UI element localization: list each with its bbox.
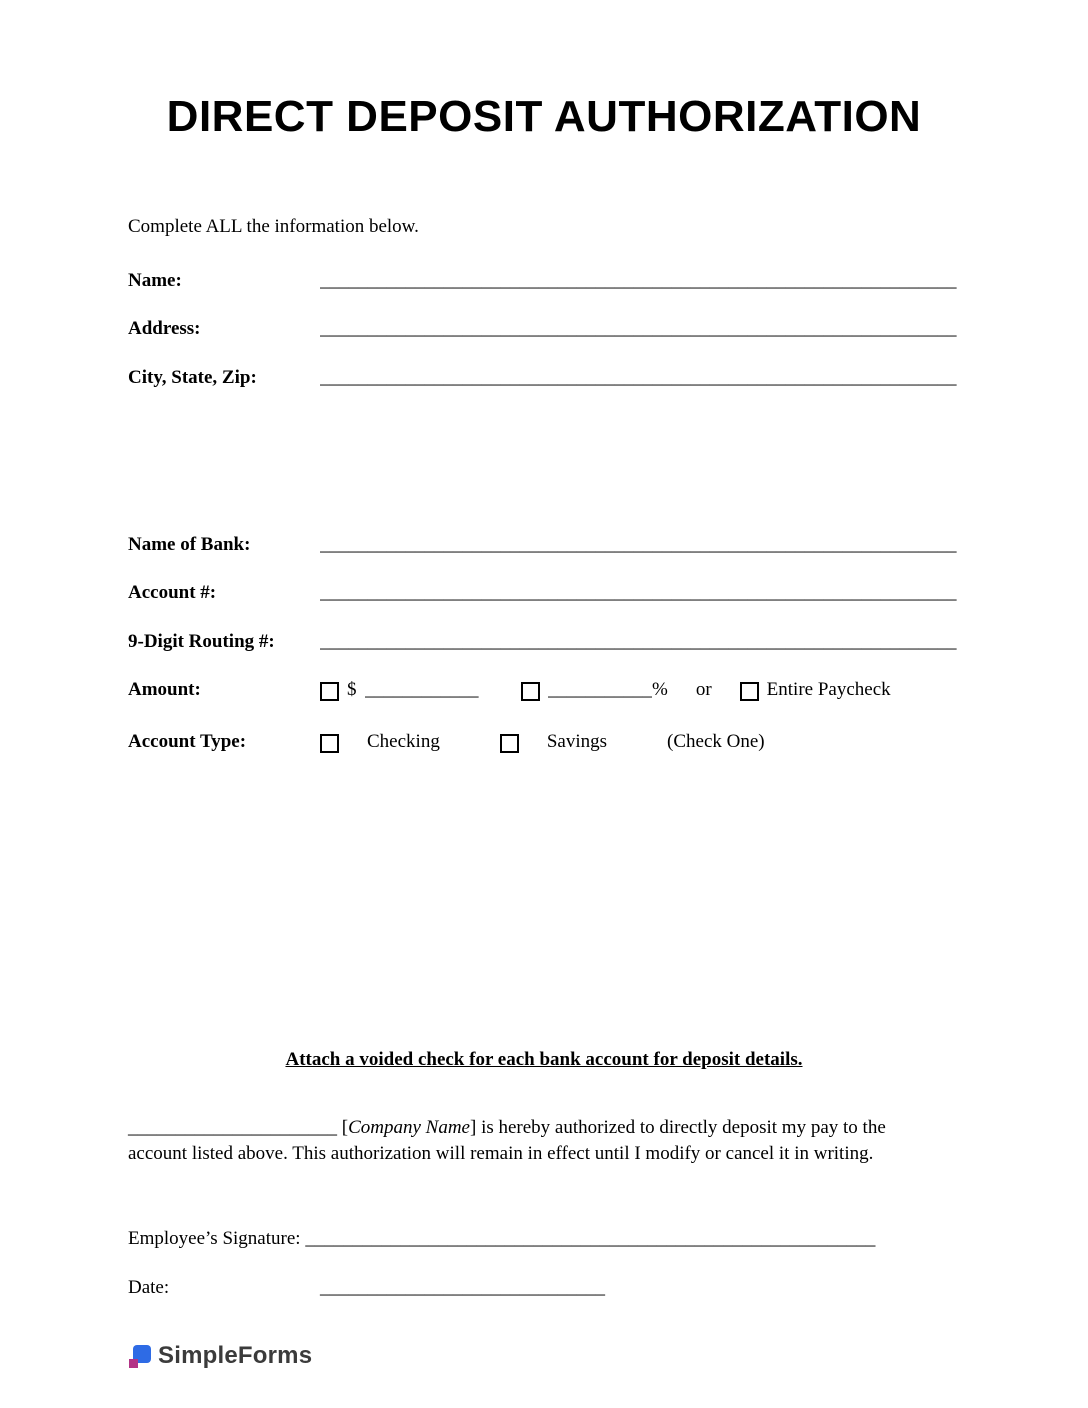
field-label-city-state-zip: City, State, Zip: xyxy=(128,367,257,388)
logo-magenta-square xyxy=(129,1359,138,1368)
address-input-line[interactable]: ___________________________________________________________________ xyxy=(320,318,957,339)
authorization-text: is hereby authorized to directly deposit my pay to the account listed above. This authorization will remain in effect until I modify or cancel it in writing. xyxy=(128,1117,886,1164)
amount-percent-suffix: % xyxy=(652,679,668,700)
signature-input-line[interactable]: ____________________________________________________________ xyxy=(305,1228,876,1249)
bank-name-input-line[interactable]: ___________________________________________________________________ xyxy=(320,534,957,555)
date-label: Date: xyxy=(128,1277,170,1298)
account-type-options xyxy=(320,731,765,753)
attach-voided-check-note: Attach a voided check for each bank account for deposit details. xyxy=(285,1049,803,1070)
amount-entire-paycheck-label: Entire Paycheck xyxy=(766,679,891,700)
amount-percent-checkbox[interactable] xyxy=(521,682,540,701)
bracket-close: ] xyxy=(469,1117,482,1138)
account-type-checking-checkbox[interactable] xyxy=(320,734,339,753)
field-label-amount: Amount: xyxy=(128,679,201,700)
field-label-address: Address: xyxy=(128,318,201,339)
field-row-bank-name xyxy=(128,534,968,556)
simpleforms-logo-icon xyxy=(128,1345,151,1368)
signature-row xyxy=(128,1228,875,1250)
field-row-city-state-zip xyxy=(128,367,968,389)
routing-number-input-line[interactable]: ___________________________________________________________________ xyxy=(320,631,957,652)
amount-options xyxy=(320,679,891,701)
field-row-address xyxy=(128,318,968,340)
amount-or-text: or xyxy=(695,679,712,700)
authorization-paragraph xyxy=(128,1115,940,1167)
account-type-check-one-hint: (Check One) xyxy=(667,731,765,752)
field-row-account-type xyxy=(128,731,968,753)
name-input-line[interactable]: ___________________________________________________________________ xyxy=(320,270,957,291)
intro-text: Complete ALL the information below. xyxy=(128,216,419,237)
field-label-name: Name: xyxy=(128,270,182,291)
simpleforms-brand-text: SimpleForms xyxy=(158,1342,313,1369)
field-row-amount xyxy=(128,679,968,701)
field-label-routing-number: 9-Digit Routing #: xyxy=(128,631,275,652)
company-name-placeholder: Company Name xyxy=(348,1117,470,1138)
company-name-input-line[interactable]: ______________________ xyxy=(128,1117,337,1138)
amount-percent-input-line[interactable]: ___________ xyxy=(547,679,652,700)
bracket-open: [ xyxy=(337,1117,349,1138)
field-label-account-type: Account Type: xyxy=(128,731,247,752)
field-label-account-number: Account #: xyxy=(128,582,217,603)
field-row-routing-number xyxy=(128,631,968,653)
page-title: DIRECT DEPOSIT AUTHORIZATION xyxy=(166,92,922,141)
account-type-savings-checkbox[interactable] xyxy=(500,734,519,753)
date-row xyxy=(128,1277,605,1299)
simpleforms-logo xyxy=(128,1342,312,1370)
amount-entire-paycheck-checkbox[interactable] xyxy=(740,682,759,701)
amount-dollar-input-line[interactable]: ____________ xyxy=(364,679,479,700)
amount-dollar-checkbox[interactable] xyxy=(320,682,339,701)
signature-label: Employee’s Signature: xyxy=(128,1228,306,1249)
date-input-line[interactable]: ______________________________ xyxy=(320,1277,605,1298)
account-type-savings-label: Savings xyxy=(546,731,608,752)
account-type-checking-label: Checking xyxy=(367,731,440,752)
account-number-input-line[interactable]: ___________________________________________________________________ xyxy=(320,582,957,603)
field-row-name xyxy=(128,270,968,292)
field-label-bank-name: Name of Bank: xyxy=(128,534,251,555)
amount-dollar-prefix: $ xyxy=(347,679,357,700)
field-row-account-number xyxy=(128,582,968,604)
city-state-zip-input-line[interactable]: ___________________________________________________________________ xyxy=(320,367,957,388)
